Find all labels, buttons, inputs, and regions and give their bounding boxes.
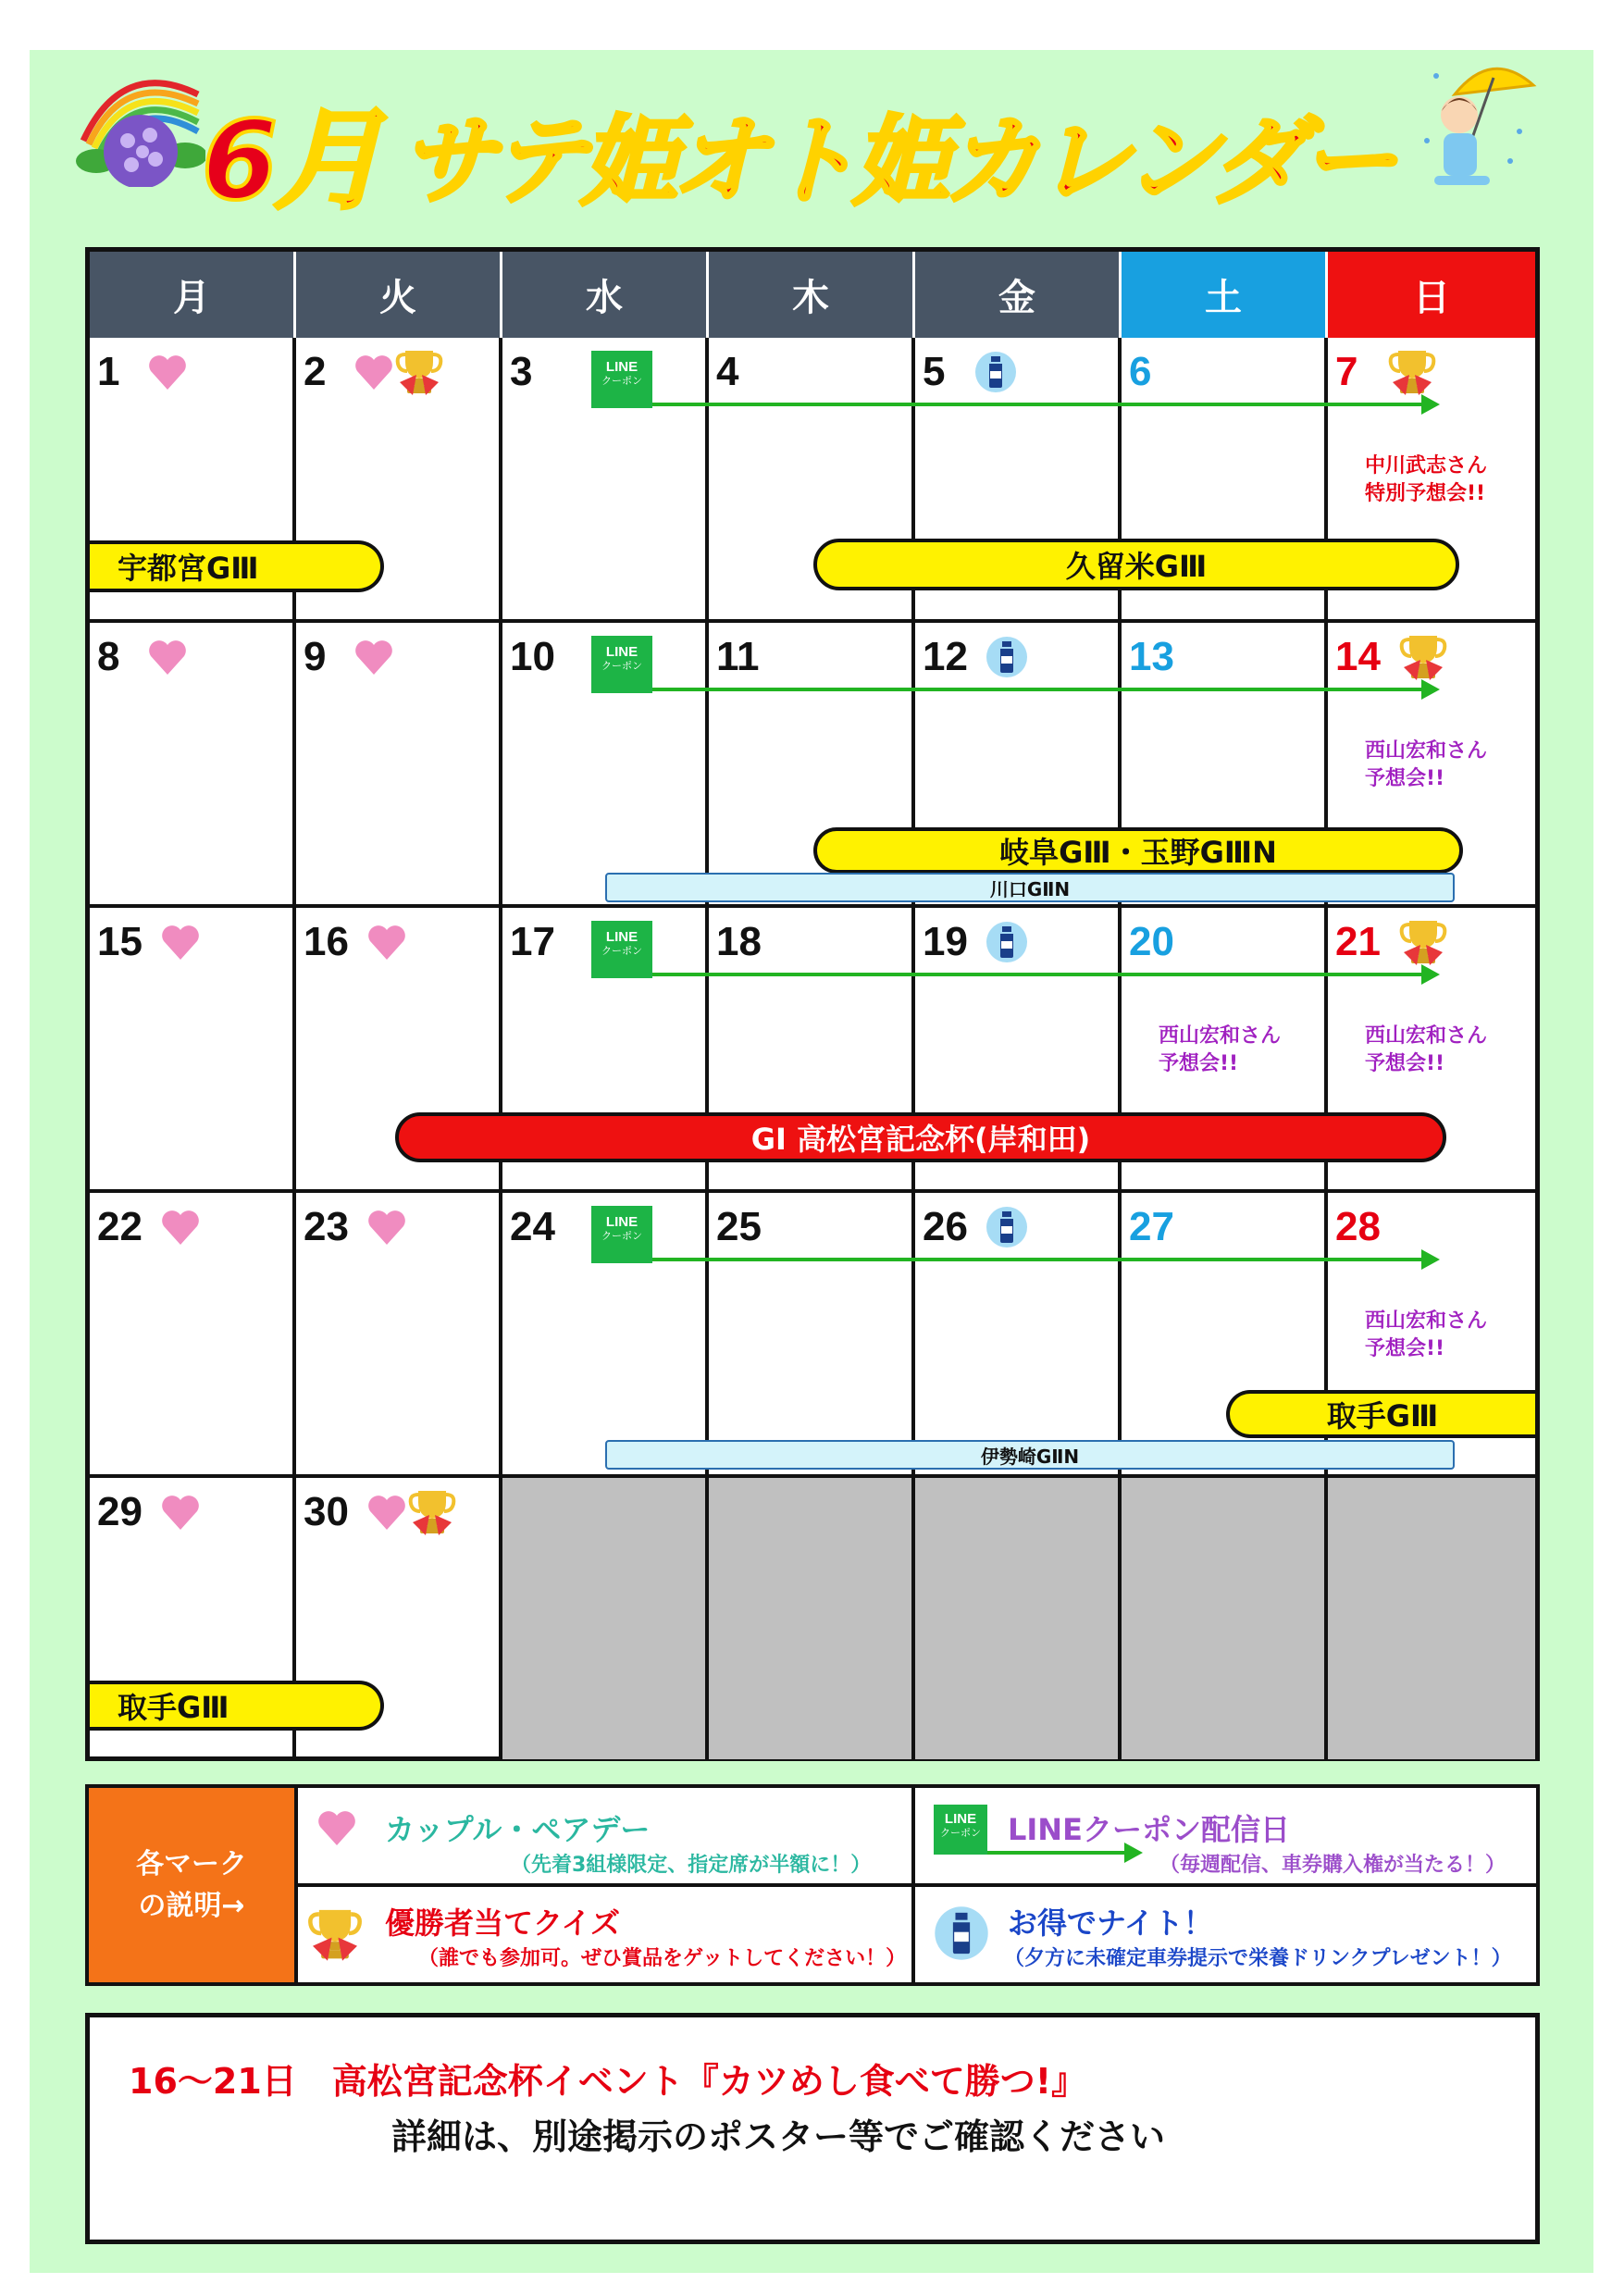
event-title: 16～21日 高松宮記念杯イベント『カツめし食べて勝つ!』 [129,2061,1087,2102]
weekday-header-wed: 水 [502,252,709,338]
calendar-cell-25 [709,1193,915,1478]
day-number: 4 [716,349,739,394]
race-bar-utsunomiya: 宇都宮GⅢ [90,540,384,592]
legend-sub-winner-quiz: （誰でも参加可。ぜひ賞品をゲットしてください！） [418,1947,907,1970]
legend-sub-line-coupon: （毎週配信、車券購入権が当たる！） [1159,1854,1506,1877]
day-number: 19 [923,919,968,964]
calendar-cell-empty [1122,1478,1328,1759]
heart-icon [316,1808,357,1849]
day-number: 22 [97,1204,143,1249]
heart-icon [147,353,188,393]
day-number: 15 [97,919,143,964]
legend-item-couple-day [298,1788,911,1883]
legend-label-line1: 各マーク [136,1848,247,1880]
cell-note-line: 予想会!! [1365,1336,1445,1360]
weekday-header-fri: 金 [915,252,1122,338]
legend-title-otoku-night: お得でナイト！ [1008,1905,1213,1941]
trophy-icon [305,1904,365,1963]
day-number: 18 [716,919,762,964]
line-coupon-arrow [652,688,1423,691]
day-number: 6 [1129,349,1152,394]
heart-icon [353,353,394,393]
heart-icon [366,1208,407,1248]
race-bar-kurume: 久留米GⅢ [813,539,1459,590]
day-number: 27 [1129,1204,1174,1249]
weekday-header-thu: 木 [709,252,915,338]
umbrella-girl-icon [1418,57,1538,196]
calendar-cell-22 [90,1193,296,1478]
trophy-icon [1387,345,1437,397]
heart-icon [160,1493,201,1533]
page-title: サテ姫オト姫カレンダー [400,105,1392,217]
line-coupon-icon: LINE クーポン [591,351,652,408]
day-number: 9 [304,634,327,679]
cell-note [1365,738,1487,792]
legend-item-otoku-night [915,1887,1536,1982]
line-coupon-arrow [652,403,1423,406]
legend-sub-couple-day: （先着3組様限定、指定席が半額に！） [511,1854,872,1877]
legend-label-line2: の説明→ [138,1890,245,1922]
calendar-cell-23 [296,1193,502,1478]
calendar-cell-empty [709,1478,915,1759]
cell-note-line: 中川武志さん [1365,454,1488,478]
cell-note-line: 西山宏和さん [1365,1309,1488,1333]
month-label: 6月 [202,96,380,224]
day-number: 2 [304,349,327,394]
day-number: 11 [716,634,760,679]
bottle-icon [934,1905,989,1961]
day-number: 21 [1335,919,1381,964]
day-number: 10 [510,634,555,679]
bottle-icon [986,1206,1028,1248]
legend-title-couple-day: カップル・ペアデー [385,1812,651,1847]
day-number: 3 [510,349,533,394]
day-number: 8 [97,634,120,679]
day-number: 29 [97,1489,143,1534]
arrow-icon [987,1851,1126,1855]
trophy-icon [407,1485,457,1537]
day-number: 1 [97,349,120,394]
heart-icon [160,923,201,963]
day-number: 24 [510,1204,555,1249]
bottle-icon [986,636,1028,678]
cell-note-line: 西山宏和さん [1365,739,1488,763]
race-bar-toride-week4: 取手GⅢ [1226,1390,1535,1438]
weekday-header-sun: 日 [1328,252,1535,338]
day-number: 28 [1335,1204,1381,1249]
cell-note [1365,1023,1487,1077]
race-bar-toride-week5: 取手GⅢ [90,1681,384,1731]
trophy-icon [1398,630,1448,682]
trophy-icon [1398,915,1448,967]
heart-icon [366,1493,407,1533]
legend-item-line-coupon [915,1788,1536,1883]
calendar-cell-10 [502,623,709,908]
line-coupon-icon: LINE クーポン [934,1805,987,1855]
legend-item-winner-quiz [298,1887,911,1982]
race-bar-kawaguchi: 川口GⅡN [605,873,1455,902]
calendar-cell-empty [1328,1478,1535,1759]
header [0,0,1624,224]
day-number: 13 [1129,634,1174,679]
legend-title-winner-quiz: 優勝者当てクイズ [385,1905,621,1941]
day-number: 30 [304,1489,349,1534]
line-coupon-icon: LINE クーポン [591,921,652,978]
calendar-cell-15 [90,908,296,1193]
cell-note-line: 特別予想会!! [1365,481,1486,505]
cell-note-line: 西山宏和さん [1159,1024,1282,1048]
calendar-cell-empty [502,1478,709,1759]
heart-icon [160,1208,201,1248]
cell-note-line: 西山宏和さん [1365,1024,1488,1048]
race-bar-gifu-tamano: 岐阜GⅢ・玉野GⅢN [813,827,1463,874]
calendar-cell-3 [502,338,709,623]
calendar-grid [85,247,1540,1761]
hydrangea-icon [76,67,205,187]
line-coupon-arrow [652,1258,1423,1261]
day-number: 16 [304,919,349,964]
calendar-cell-8 [90,623,296,908]
race-bar-isesaki: 伊勢崎GⅡN [605,1440,1455,1470]
heart-icon [353,638,394,678]
event-box [85,2013,1540,2244]
heart-icon [366,923,407,963]
legend-label [89,1788,298,1982]
line-coupon-icon: LINE クーポン [591,636,652,693]
day-number: 14 [1335,634,1381,679]
legend [85,1784,1540,1986]
day-number: 12 [923,634,968,679]
legend-title-line-coupon: LINEクーポン配信日 [1008,1812,1290,1847]
line-coupon-icon: LINE クーポン [591,1206,652,1263]
line-coupon-arrow [652,973,1423,976]
bottle-icon [974,351,1017,393]
bottle-icon [986,921,1028,963]
cell-note [1365,1308,1487,1362]
calendar-cell-24 [502,1193,709,1478]
race-bar-takamatsu: GⅠ 高松宮記念杯(岸和田) [395,1112,1446,1162]
day-number: 17 [510,919,555,964]
calendar-cell-9 [296,623,502,908]
day-number: 7 [1335,349,1358,394]
day-number: 26 [923,1204,968,1249]
event-details: 詳細は、別途掲示のポスター等でご確認ください [391,2116,1166,2157]
day-number: 5 [923,349,946,394]
legend-sub-otoku-night: （夕方に未確定車券提示で栄養ドリンクプレゼント！） [1004,1947,1512,1970]
heart-icon [147,638,188,678]
cell-note-line: 予想会!! [1159,1051,1239,1075]
calendar-cell-26 [915,1193,1122,1478]
day-number: 23 [304,1204,349,1249]
day-number: 25 [716,1204,762,1249]
weekday-header-sat: 土 [1122,252,1328,338]
trophy-icon [394,345,444,397]
cell-note [1365,453,1487,507]
cell-note [1159,1023,1281,1077]
cell-note-line: 予想会!! [1365,1051,1445,1075]
cell-note-line: 予想会!! [1365,766,1445,790]
weekday-header-mon: 月 [90,252,296,338]
day-number: 20 [1129,919,1174,964]
weekday-header-tue: 火 [296,252,502,338]
calendar-cell-empty [915,1478,1122,1759]
